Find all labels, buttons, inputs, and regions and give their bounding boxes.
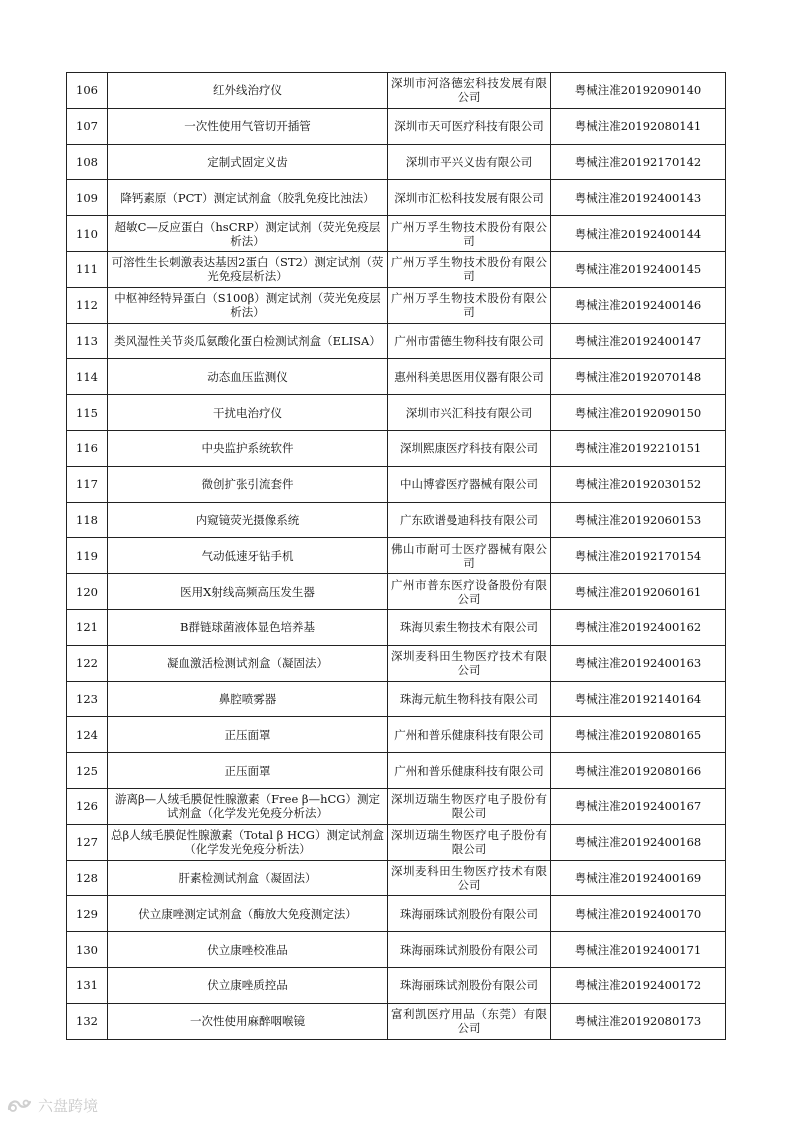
row-number-cell: 126 [67,788,108,824]
table-row [67,251,726,287]
product-name-cell: 降钙素原（PCT）测定试剂盒（胶乳免疫比浊法） [108,180,388,216]
company-cell: 富利凯医疗用品（东莞）有限公司 [388,1003,551,1039]
company-cell: 珠海元航生物科技有限公司 [388,681,551,717]
company-cell: 深圳市兴汇科技有限公司 [388,395,551,431]
product-name-cell: B群链球菌液体显色培养基 [108,609,388,645]
row-number-cell: 117 [67,466,108,502]
row-number-cell: 113 [67,323,108,359]
table-row [67,896,726,932]
company-cell: 广州万孚生物技术股份有限公司 [388,251,551,287]
registration-table-body [67,73,726,1040]
table-row [67,788,726,824]
company-cell: 广州万孚生物技术股份有限公司 [388,216,551,252]
company-cell: 深圳市河洛德宏科技发展有限公司 [388,73,551,109]
registration-number-cell: 粤械注准20192060153 [551,502,726,538]
registration-number-cell: 粤械注准20192400146 [551,287,726,323]
row-number-cell: 131 [67,967,108,1003]
table-row [67,645,726,681]
registration-number-cell: 粤械注准20192140164 [551,681,726,717]
watermark [6,1093,98,1117]
row-number-cell: 118 [67,502,108,538]
product-name-cell: 伏立康唑校准品 [108,932,388,968]
row-number-cell: 119 [67,538,108,574]
product-name-cell: 中央监护系统软件 [108,430,388,466]
registration-table [66,72,726,1040]
row-number-cell: 112 [67,287,108,323]
product-name-cell: 红外线治疗仪 [108,73,388,109]
company-cell: 佛山市耐可士医疗器械有限公司 [388,538,551,574]
product-name-cell: 动态血压监测仪 [108,359,388,395]
table-row [67,609,726,645]
registration-number-cell: 粤械注准20192400169 [551,860,726,896]
row-number-cell: 121 [67,609,108,645]
company-cell: 广州市雷德生物科技有限公司 [388,323,551,359]
registration-number-cell: 粤械注准20192400147 [551,323,726,359]
product-name-cell: 伏立康唑质控品 [108,967,388,1003]
company-cell: 珠海丽珠试剂股份有限公司 [388,896,551,932]
company-cell: 深圳迈瑞生物医疗电子股份有限公司 [388,824,551,860]
table-row [67,824,726,860]
company-cell: 深圳市汇松科技发展有限公司 [388,180,551,216]
table-row [67,538,726,574]
registration-number-cell: 粤械注准20192070148 [551,359,726,395]
row-number-cell: 110 [67,216,108,252]
table-row [67,753,726,789]
table-row [67,717,726,753]
watermark-logo-icon [6,1096,34,1114]
row-number-cell: 130 [67,932,108,968]
product-name-cell: 超敏C—反应蛋白（hsCRP）测定试剂（荧光免疫层析法） [108,216,388,252]
table-row [67,932,726,968]
registration-number-cell: 粤械注准20192170154 [551,538,726,574]
product-name-cell: 内窥镜荧光摄像系统 [108,502,388,538]
registration-number-cell: 粤械注准20192210151 [551,430,726,466]
product-name-cell: 肝素检测试剂盒（凝固法） [108,860,388,896]
row-number-cell: 128 [67,860,108,896]
product-name-cell: 一次性使用气管切开插管 [108,108,388,144]
product-name-cell: 可溶性生长刺激表达基因2蛋白（ST2）测定试剂（荧光免疫层析法） [108,251,388,287]
table-row [67,73,726,109]
product-name-cell: 类风湿性关节炎瓜氨酸化蛋白检测试剂盒（ELISA） [108,323,388,359]
table-row [67,216,726,252]
product-name-cell: 正压面罩 [108,717,388,753]
table-row [67,967,726,1003]
product-name-cell: 凝血激活检测试剂盒（凝固法） [108,645,388,681]
registration-number-cell: 粤械注准20192400170 [551,896,726,932]
row-number-cell: 109 [67,180,108,216]
product-name-cell: 定制式固定义齿 [108,144,388,180]
product-name-cell: 正压面罩 [108,753,388,789]
company-cell: 深圳迈瑞生物医疗电子股份有限公司 [388,788,551,824]
product-name-cell: 鼻腔喷雾器 [108,681,388,717]
product-name-cell: 微创扩张引流套件 [108,466,388,502]
row-number-cell: 111 [67,251,108,287]
product-name-cell: 总β人绒毛膜促性腺激素（Total β HCG）测定试剂盒（化学发光免疫分析法） [108,824,388,860]
row-number-cell: 115 [67,395,108,431]
table-row [67,323,726,359]
company-cell: 深圳麦科田生物医疗技术有限公司 [388,860,551,896]
row-number-cell: 108 [67,144,108,180]
company-cell: 广东欧谱曼迪科技有限公司 [388,502,551,538]
registration-number-cell: 粤械注准20192400162 [551,609,726,645]
table-row [67,108,726,144]
product-name-cell: 干扰电治疗仪 [108,395,388,431]
product-name-cell: 一次性使用麻醉咽喉镜 [108,1003,388,1039]
table-row [67,1003,726,1039]
company-cell: 广州和普乐健康科技有限公司 [388,753,551,789]
company-cell: 中山博睿医疗器械有限公司 [388,466,551,502]
company-cell: 广州万孚生物技术股份有限公司 [388,287,551,323]
registration-number-cell: 粤械注准20192400144 [551,216,726,252]
row-number-cell: 125 [67,753,108,789]
row-number-cell: 116 [67,430,108,466]
registration-number-cell: 粤械注准20192400171 [551,932,726,968]
row-number-cell: 107 [67,108,108,144]
company-cell: 珠海贝索生物技术有限公司 [388,609,551,645]
registration-number-cell: 粤械注准20192080165 [551,717,726,753]
registration-number-cell: 粤械注准20192400168 [551,824,726,860]
registration-number-cell: 粤械注准20192400172 [551,967,726,1003]
product-name-cell: 气动低速牙钻手机 [108,538,388,574]
company-cell: 珠海丽珠试剂股份有限公司 [388,967,551,1003]
row-number-cell: 114 [67,359,108,395]
registration-number-cell: 粤械注准20192170142 [551,144,726,180]
company-cell: 深圳熙康医疗科技有限公司 [388,430,551,466]
row-number-cell: 129 [67,896,108,932]
registration-number-cell: 粤械注准20192400145 [551,251,726,287]
product-name-cell: 游离β—人绒毛膜促性腺激素（Free β—hCG）测定试剂盒（化学发光免疫分析法） [108,788,388,824]
registration-number-cell: 粤械注准20192400163 [551,645,726,681]
row-number-cell: 120 [67,574,108,610]
table-row [67,287,726,323]
registration-number-cell: 粤械注准20192090150 [551,395,726,431]
table-row [67,574,726,610]
registration-number-cell: 粤械注准20192080141 [551,108,726,144]
row-number-cell: 132 [67,1003,108,1039]
table-row [67,860,726,896]
table-row [67,681,726,717]
watermark-text: 六盘跨境 [38,1096,99,1115]
product-name-cell: 医用X射线高频高压发生器 [108,574,388,610]
company-cell: 惠州科美思医用仪器有限公司 [388,359,551,395]
company-cell: 珠海丽珠试剂股份有限公司 [388,932,551,968]
table-row [67,180,726,216]
registration-number-cell: 粤械注准20192090140 [551,73,726,109]
row-number-cell: 123 [67,681,108,717]
row-number-cell: 106 [67,73,108,109]
company-cell: 深圳市天可医疗科技有限公司 [388,108,551,144]
company-cell: 广州和普乐健康科技有限公司 [388,717,551,753]
company-cell: 深圳麦科田生物医疗技术有限公司 [388,645,551,681]
table-row [67,466,726,502]
registration-number-cell: 粤械注准20192080173 [551,1003,726,1039]
registration-number-cell: 粤械注准20192400143 [551,180,726,216]
table-row [67,395,726,431]
row-number-cell: 122 [67,645,108,681]
row-number-cell: 124 [67,717,108,753]
table-row [67,144,726,180]
registration-number-cell: 粤械注准20192400167 [551,788,726,824]
product-name-cell: 中枢神经特异蛋白（S100β）测定试剂（荧光免疫层析法） [108,287,388,323]
registration-number-cell: 粤械注准20192030152 [551,466,726,502]
company-cell: 深圳市平兴义齿有限公司 [388,144,551,180]
registration-number-cell: 粤械注准20192060161 [551,574,726,610]
table-row [67,430,726,466]
registration-number-cell: 粤械注准20192080166 [551,753,726,789]
company-cell: 广州市普东医疗设备股份有限公司 [388,574,551,610]
table-row [67,359,726,395]
row-number-cell: 127 [67,824,108,860]
table-row [67,502,726,538]
product-name-cell: 伏立康唑测定试剂盒（酶放大免疫测定法） [108,896,388,932]
